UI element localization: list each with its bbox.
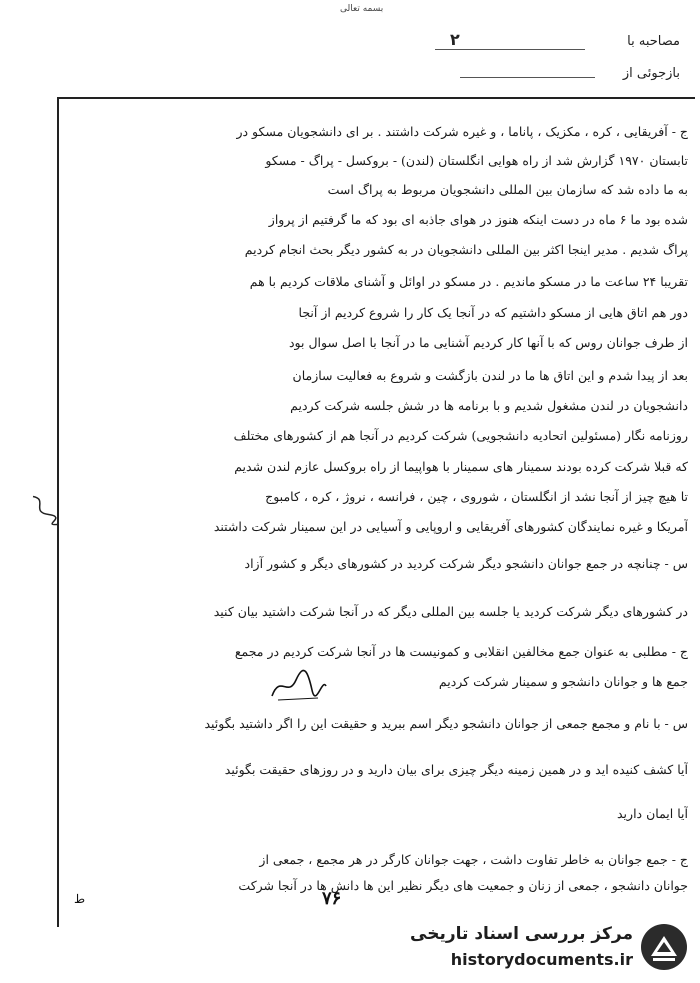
text-line: دور هم اتاق هایی از مسکو داشتیم که در آنجا یک کار را شروع کردیم از آنجا bbox=[298, 305, 688, 320]
text-line: به ما داده شد که سازمان بین المللی دانشجویان مربوط به پراگ است bbox=[327, 182, 688, 197]
interrogator-line bbox=[460, 77, 595, 78]
text-line: شده بود ما ۶ ماه در دست اینکه هنوز در هوای جاذبه ای بود که ما گرفتیم از پرواز bbox=[268, 212, 688, 227]
text-line: که قبلا شرکت کرده بودند سمینار های سمینار با هواپیما از راه بروکسل عازم لندن شدیم bbox=[234, 459, 688, 474]
interrogator-label: بازجوئی از bbox=[622, 66, 680, 81]
text-line: ج - مطلبی به عنوان جمع مخالفین انقلابی و کمونیست ها در آنجا شرکت کردیم در مجمع bbox=[234, 644, 688, 659]
handwritten-signature bbox=[268, 668, 328, 704]
text-line: آیا کشف کنیده اید و در همین زمینه دیگر چیزی برای بیان دارید و در روزهای حقیقت بگوئید bbox=[224, 762, 688, 777]
footer-initial: ط bbox=[74, 892, 86, 906]
text-line: س - با نام و مجمع جمعی از جوانان دانشجو دیگر اسم ببرید و حقیقت این را اگر داشتید بگوئید bbox=[204, 716, 688, 731]
text-line: جوانان دانشجو ، جمعی از زنان و جمعیت های دیگر نظیر این ها دانش ها در آنجا شرکت bbox=[238, 878, 688, 893]
text-line: در کشورهای دیگر شرکت کردید یا جلسه بین المللی دیگر که در آنجا شرکت داشتید بیان کنید bbox=[213, 604, 688, 619]
archive-watermark bbox=[400, 918, 695, 978]
text-line: آیا ایمان دارید bbox=[617, 806, 688, 821]
text-line: آمریکا و غیره نمایندگان کشورهای آفریقایی و اروپایی و آسیایی در این سمینار شرکت داشتند bbox=[213, 519, 688, 534]
text-line: دانشجویان در لندن مشغول شدیم و با برنامه ها در شش جلسه شرکت کردیم bbox=[290, 398, 688, 413]
watermark-url: historydocuments.ir bbox=[450, 950, 633, 969]
text-line: تا هیچ چیز از آنجا نشد از انگلستان ، شوروی ، چین ، فرانسه ، نروژ ، کره ، کامبوج bbox=[265, 489, 688, 504]
page-number: ۷۶ bbox=[322, 888, 342, 909]
text-line: تقریبا ۲۴ ساعت ما در مسکو ماندیم . در مسکو در اوائل و آشنای ملاقات کردیم با هم bbox=[249, 274, 688, 289]
text-line: س - چنانچه در جمع جوانان دانشجو دیگر شرکت کردید در کشورهای دیگر و کشور آزاد bbox=[244, 556, 688, 571]
text-line: پراگ شدیم . مدیر اینجا اکثر بین المللی دانشجویان در به کشور دیگر بحث انجام کردیم bbox=[244, 242, 688, 257]
top-header-mark: بسمه تعالی bbox=[340, 4, 384, 14]
interview-label: مصاحبه با bbox=[627, 34, 680, 49]
text-line: از طرف جوانان روس که با آنها کار کردیم آشنایی ما در آنجا با اصل سوال بود bbox=[288, 335, 688, 350]
text-line: ج - جمع جوانان به خاطر تفاوت داشت ، جهت جوانان کارگر در هر مجمع ، جمعی از bbox=[259, 852, 688, 867]
archive-logo-icon bbox=[639, 922, 689, 972]
text-line: جمع ها و جوانان دانشجو و سمینار شرکت کردیم bbox=[438, 674, 688, 689]
text-line: بعد از پیدا شدم و این اتاق ها ما در لندن بازگشت و شروع به فعالیت سازمان bbox=[292, 368, 688, 383]
interview-line bbox=[435, 49, 585, 50]
text-line: تابستان ۱۹۷۰ گزارش شد از راه هوایی انگلستان (لندن) - بروکسل - پراگ - مسکو bbox=[265, 153, 688, 168]
text-line: ج - آفریقایی ، کره ، مکزیک ، پاناما ، و غیره شرکت داشتند . بر ای دانشجویان مسکو در bbox=[236, 124, 688, 139]
watermark-title: مرکز بررسی اسناد تاریخی bbox=[410, 924, 633, 944]
text-line: روزنامه نگار (مسئولین اتحادیه دانشجویی) شرکت کردیم در آنجا هم از کشورهای مختلف bbox=[233, 428, 688, 443]
page-mark: ۲ bbox=[450, 30, 460, 49]
margin-scribble bbox=[27, 488, 62, 532]
